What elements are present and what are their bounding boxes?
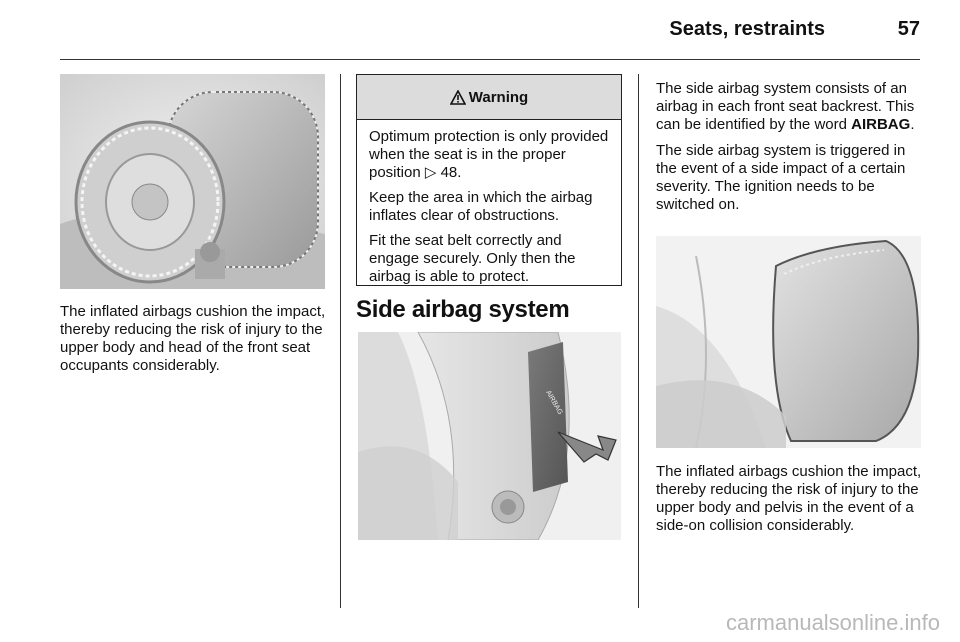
seat-airbag-label: AIRBAG — [544, 389, 564, 416]
warning-box — [356, 74, 622, 286]
warning-paragraph-1-text: Optimum protection is only provided when the seat is in the proper position — [369, 128, 609, 181]
page-reference[interactable]: 48. — [440, 164, 462, 181]
warning-paragraph-1 — [369, 128, 611, 182]
seat-airbag-label-illustration — [358, 332, 621, 540]
side-airbag-paragraph-1-text: The side airbag system consists of an airbag in each front seat backrest. This can be identified by the word — [656, 80, 915, 133]
side-airbag-paragraph-1 — [656, 80, 924, 134]
front-airbag-caption — [60, 303, 330, 383]
warning-triangle-icon — [450, 90, 466, 105]
warning-body — [357, 120, 621, 286]
front-airbag-caption-text: The inflated airbags cushion the impact, thereby reducing the risk of injury to the upper body and head of the front seat occupants considerably. — [60, 303, 326, 374]
page-reference-icon: ▷ — [424, 164, 437, 181]
airbag-word: AIRBAG — [851, 116, 911, 133]
watermark: carmanualsonline.info — [725, 610, 940, 635]
section-heading: Side airbag system — [356, 296, 570, 323]
side-airbag-description — [656, 80, 924, 222]
side-airbag-paragraph-1-end: . — [910, 116, 915, 133]
warning-header — [357, 75, 621, 120]
front-airbag-illustration — [60, 74, 325, 289]
side-airbag-inflated-illustration — [656, 236, 921, 448]
side-airbag-paragraph-2: The side airbag system is triggered in the event of a side impact of a certain severity. The ignition needs to be switched on. — [656, 142, 906, 213]
side-airbag-caption-text: The inflated airbags cushion the impact, thereby reducing the risk of injury to the upper body and pelvis in the event of a side-on collision considerably. — [656, 463, 922, 534]
warning-paragraph-3: Fit the seat belt correctly and engage securely. Only then the airbag is able to protect. — [369, 232, 576, 285]
side-airbag-caption — [656, 463, 924, 543]
warning-paragraph-2: Keep the area in which the airbag inflates clear of obstructions. — [369, 189, 593, 224]
page-number: 57 — [897, 18, 920, 40]
column-divider-right — [638, 74, 639, 608]
header-rule — [60, 59, 920, 60]
page-header-title: Seats, restraints — [669, 18, 825, 40]
warning-title: Warning — [468, 88, 529, 106]
column-divider-left — [340, 74, 341, 608]
